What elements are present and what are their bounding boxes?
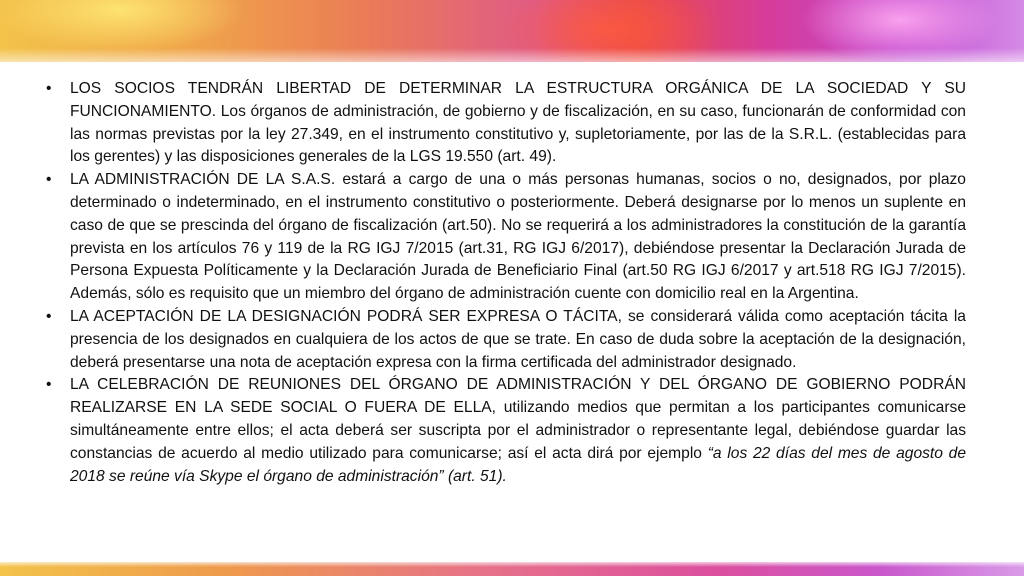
- bullet-item-reuniones: [44, 374, 966, 488]
- bullet-text: estará a cargo de una o más personas humanas, socios o no, designados, por plazo determinado o indeterminado, en el instrumento constitutivo o posteriormente. Deberá designarse por lo menos un suplente en caso de que se prescinda del órgano de fiscalización (art.50). No se requerirá a los administradores la constitución de la garantía prevista en los artículos 76 y 119 de la RG IGJ 7/2015 (art.31, RG IGJ 6/2017), debiéndose presentar la Declaración Jurada de Persona Expuesta Políticamente y la Declaración Jurada de Beneficiario Final (art.50 RG IGJ 6/2017 y art.518 RG IGJ 7/2015). Además, sólo es requisito que un miembro del órgano de administración cuente con domicilio real en la Argentina.: [70, 171, 966, 303]
- bullet-icon: •: [46, 307, 52, 325]
- bullet-quote: “a los 22 días del mes de agosto de 2018 se reúne vía Skype el órgano de administración” (art. 51).: [70, 444, 966, 485]
- bullet-item-administracion: [44, 169, 966, 306]
- bullet-icon: •: [46, 80, 52, 97]
- bullet-list: [44, 78, 966, 488]
- bullet-heading: LA CELEBRACIÓN DE REUNIONES DEL ÓRGANO DE ADMINISTRACIÓN Y DEL ÓRGANO DE GOBIERNO PODRÁN REALIZARSE EN LA SEDE SOCIAL O FUERA DE ELLA: [70, 376, 966, 417]
- bullet-heading: LA ADMINISTRACIÓN DE LA S.A.S.: [70, 171, 336, 189]
- bullet-text: , se considerará válida como aceptación tácita la presencia de los designados en cualquiera de los actos de que se trate. En caso de duda sobre la aceptación de la designación, deberá presentarse una nota de aceptación expresa con la firma certificada del administrador designado.: [70, 307, 966, 371]
- bullet-text: Los órganos de administración, de gobierno y de fiscalización, en su caso, funcionarán de conformidad con las normas previstas por la ley 27.349, en el instrumento constitutivo y, supletoriamente, por las de la S.R.L. (establecidas para los gerentes) y las disposiciones generales de la LGS 19.550 (art. 49).: [70, 102, 966, 166]
- bullet-text: , utilizando medios que permitan a los participantes comunicarse simultáneamente entre ellos; el acta deberá ser suscripta por el administrador o representante legal, debiéndose guardar las constancias de acuerdo al medio utilizado para comunicarse; así el acta dirá por ejemplo: [70, 399, 966, 462]
- bullet-heading: LA ACEPTACIÓN DE LA DESIGNACIÓN PODRÁ SER EXPRESA O TÁCITA: [70, 307, 618, 325]
- bullet-item-aceptacion: [44, 306, 966, 374]
- bullet-icon: •: [46, 376, 52, 394]
- decorative-bottom-band: [0, 562, 1024, 576]
- bullet-icon: •: [46, 171, 52, 189]
- decorative-top-band: [0, 0, 1024, 62]
- bullet-heading: LOS SOCIOS TENDRÁN LIBERTAD DE DETERMINAR LA ESTRUCTURA ORGÁNICA DE LA SOCIEDAD Y SU FUNCIONAMIENTO.: [70, 80, 966, 120]
- bullet-item-socios: [44, 78, 966, 169]
- slide-content: [44, 78, 966, 488]
